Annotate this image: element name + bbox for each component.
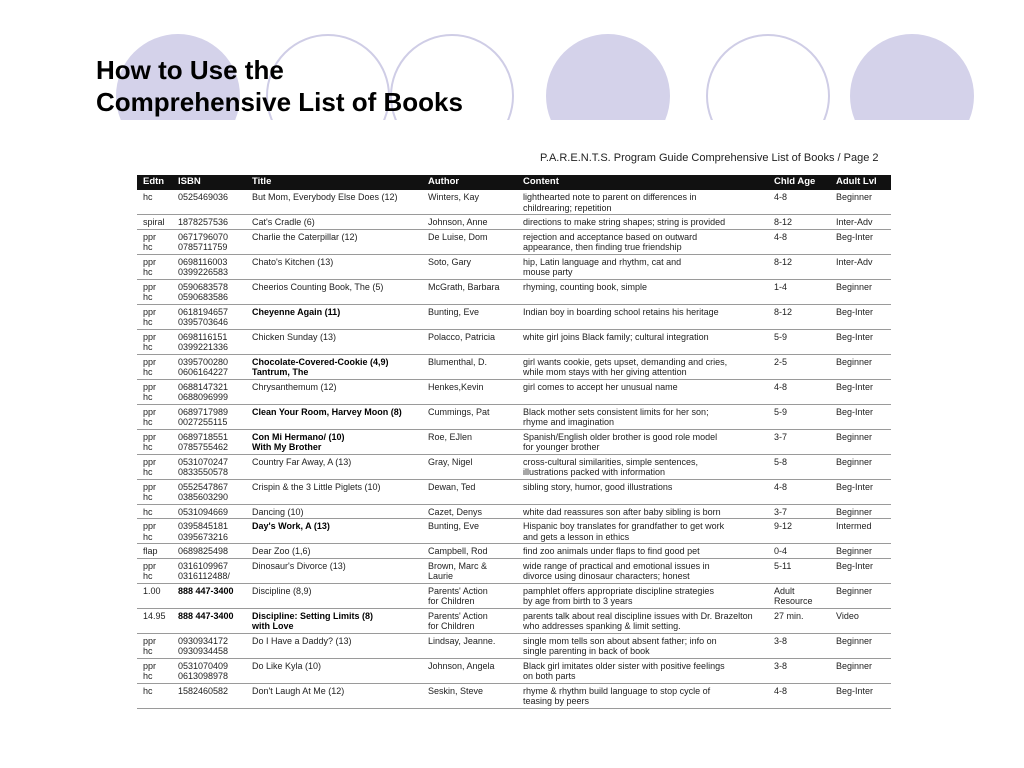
cell-author: Brown, Marc & Laurie	[422, 558, 517, 583]
cell-child-age: 1-4	[768, 279, 830, 304]
cell-author: Soto, Gary	[422, 254, 517, 279]
cell-content: single mom tells son about absent father; info on single parenting in back of book	[517, 633, 768, 658]
cell-title: Discipline: Setting Limits (8) with Love	[246, 608, 422, 633]
column-header-content: Content	[517, 175, 768, 190]
cell-edition: hc	[137, 504, 172, 519]
cell-author: Gray, Nigel	[422, 454, 517, 479]
cell-isbn: 0689717989 0027255115	[172, 404, 246, 429]
table-row	[137, 504, 891, 519]
column-header-adult-level: Adult Lvl	[830, 175, 891, 190]
cell-edition: ppr hc	[137, 633, 172, 658]
cell-edition: ppr hc	[137, 404, 172, 429]
cell-adult-level: Beginner	[830, 544, 891, 559]
table-row	[137, 519, 891, 544]
table-caption: P.A.R.E.N.T.S. Program Guide Comprehensive List of Books / Page 2	[540, 152, 879, 164]
cell-content: hip, Latin language and rhythm, cat and mouse party	[517, 254, 768, 279]
cell-adult-level: Beg-Inter	[830, 229, 891, 254]
cell-isbn: 1582460582	[172, 683, 246, 708]
column-header-title: Title	[246, 175, 422, 190]
cell-author: Campbell, Rod	[422, 544, 517, 559]
cell-edition: hc	[137, 190, 172, 215]
cell-adult-level: Inter-Adv	[830, 254, 891, 279]
cell-child-age: 3-8	[768, 658, 830, 683]
cell-child-age: 5-8	[768, 454, 830, 479]
cell-author: Lindsay, Jeanne.	[422, 633, 517, 658]
table-row	[137, 404, 891, 429]
cell-child-age: 5-9	[768, 329, 830, 354]
cell-child-age: 27 min.	[768, 608, 830, 633]
cell-title: Chato's Kitchen (13)	[246, 254, 422, 279]
table-row	[137, 304, 891, 329]
table-row	[137, 379, 891, 404]
cell-isbn: 0698116151 0399221336	[172, 329, 246, 354]
cell-adult-level: Beginner	[830, 429, 891, 454]
table-row	[137, 215, 891, 230]
cell-edition: ppr hc	[137, 354, 172, 379]
cell-author: McGrath, Barbara	[422, 279, 517, 304]
cell-isbn: 0689718551 0785755462	[172, 429, 246, 454]
cell-content: rejection and acceptance based on outward appearance, then finding true friendship	[517, 229, 768, 254]
cell-child-age: 4-8	[768, 229, 830, 254]
decorative-circle	[546, 34, 670, 120]
cell-child-age: 9-12	[768, 519, 830, 544]
cell-child-age: 3-7	[768, 429, 830, 454]
cell-author: Blumenthal, D.	[422, 354, 517, 379]
cell-child-age: 3-8	[768, 633, 830, 658]
cell-child-age: 5-11	[768, 558, 830, 583]
cell-isbn: 0525469036	[172, 190, 246, 215]
cell-edition: ppr hc	[137, 558, 172, 583]
cell-content: rhyming, counting book, simple	[517, 279, 768, 304]
cell-author: Bunting, Eve	[422, 519, 517, 544]
table-row	[137, 329, 891, 354]
cell-edition: ppr hc	[137, 429, 172, 454]
slide-title-line2: Comprehensive List of Books	[96, 87, 463, 117]
cell-child-age: Adult Resource	[768, 583, 830, 608]
cell-title: Day's Work, A (13)	[246, 519, 422, 544]
cell-isbn: 0688147321 0688096999	[172, 379, 246, 404]
cell-child-age: 2-5	[768, 354, 830, 379]
cell-author: Polacco, Patricia	[422, 329, 517, 354]
cell-isbn: 0531094669	[172, 504, 246, 519]
cell-edition: ppr hc	[137, 254, 172, 279]
cell-content: sibling story, humor, good illustrations	[517, 479, 768, 504]
cell-adult-level: Video	[830, 608, 891, 633]
cell-title: Chicken Sunday (13)	[246, 329, 422, 354]
cell-title: Clean Your Room, Harvey Moon (8)	[246, 404, 422, 429]
cell-edition: ppr hc	[137, 329, 172, 354]
cell-content: Indian boy in boarding school retains his heritage	[517, 304, 768, 329]
cell-adult-level: Beginner	[830, 633, 891, 658]
table-row	[137, 454, 891, 479]
table-row	[137, 429, 891, 454]
cell-content: Hispanic boy translates for grandfather to get work and gets a lesson in ethics	[517, 519, 768, 544]
cell-title: Discipline (8,9)	[246, 583, 422, 608]
cell-adult-level: Beginner	[830, 504, 891, 519]
table-row	[137, 683, 891, 708]
cell-content: cross-cultural similarities, simple sentences, illustrations packed with information	[517, 454, 768, 479]
cell-isbn: 1878257536	[172, 215, 246, 230]
cell-title: Don't Laugh At Me (12)	[246, 683, 422, 708]
cell-isbn: 0698116003 0399226583	[172, 254, 246, 279]
cell-author: Bunting, Eve	[422, 304, 517, 329]
table-row	[137, 558, 891, 583]
cell-edition: ppr hc	[137, 279, 172, 304]
cell-author: Cazet, Denys	[422, 504, 517, 519]
cell-adult-level: Intermed	[830, 519, 891, 544]
cell-author: Johnson, Angela	[422, 658, 517, 683]
cell-edition: 1.00	[137, 583, 172, 608]
cell-edition: ppr hc	[137, 479, 172, 504]
cell-child-age: 3-7	[768, 504, 830, 519]
cell-author: Seskin, Steve	[422, 683, 517, 708]
cell-isbn: 0395845181 0395673216	[172, 519, 246, 544]
cell-edition: hc	[137, 683, 172, 708]
table-row	[137, 544, 891, 559]
cell-content: Black mother sets consistent limits for her son; rhyme and imagination	[517, 404, 768, 429]
cell-adult-level: Beginner	[830, 354, 891, 379]
cell-adult-level: Beginner	[830, 454, 891, 479]
cell-child-age: 8-12	[768, 254, 830, 279]
cell-edition: ppr hc	[137, 519, 172, 544]
cell-child-age: 4-8	[768, 683, 830, 708]
books-table	[137, 175, 891, 709]
cell-child-age: 8-12	[768, 304, 830, 329]
cell-author: Dewan, Ted	[422, 479, 517, 504]
table-body	[137, 190, 891, 708]
cell-author: De Luise, Dom	[422, 229, 517, 254]
decorative-circle	[850, 34, 974, 120]
cell-isbn: 0930934172 0930934458	[172, 633, 246, 658]
cell-adult-level: Beginner	[830, 658, 891, 683]
cell-isbn: 0618194657 0395703646	[172, 304, 246, 329]
cell-edition: ppr hc	[137, 304, 172, 329]
cell-author: Cummings, Pat	[422, 404, 517, 429]
cell-content: parents talk about real discipline issues with Dr. Brazelton who addresses spanking & limit setting.	[517, 608, 768, 633]
table-row	[137, 354, 891, 379]
cell-adult-level: Beg-Inter	[830, 479, 891, 504]
cell-title: Country Far Away, A (13)	[246, 454, 422, 479]
cell-adult-level: Beg-Inter	[830, 558, 891, 583]
cell-title: Cheerios Counting Book, The (5)	[246, 279, 422, 304]
cell-adult-level: Inter-Adv	[830, 215, 891, 230]
cell-title: Cat's Cradle (6)	[246, 215, 422, 230]
table-row	[137, 254, 891, 279]
cell-isbn: 888 447-3400	[172, 608, 246, 633]
cell-isbn: 0552547867 0385603290	[172, 479, 246, 504]
cell-content: girl comes to accept her unusual name	[517, 379, 768, 404]
cell-isbn: 0590683578 0590683586	[172, 279, 246, 304]
table-row	[137, 229, 891, 254]
cell-child-age: 0-4	[768, 544, 830, 559]
cell-title: Con Mi Hermano/ (10) With My Brother	[246, 429, 422, 454]
cell-title: Dancing (10)	[246, 504, 422, 519]
cell-author: Winters, Kay	[422, 190, 517, 215]
cell-edition: ppr hc	[137, 379, 172, 404]
cell-child-age: 4-8	[768, 479, 830, 504]
cell-content: lighthearted note to parent on differences in childrearing; repetition	[517, 190, 768, 215]
table-row	[137, 479, 891, 504]
cell-author: Parents' Action for Children	[422, 608, 517, 633]
cell-title: Do Like Kyla (10)	[246, 658, 422, 683]
cell-isbn: 0395700280 0606164227	[172, 354, 246, 379]
column-header-isbn: ISBN	[172, 175, 246, 190]
cell-content: rhyme & rhythm build language to stop cycle of teasing by peers	[517, 683, 768, 708]
cell-author: Roe, EJlen	[422, 429, 517, 454]
cell-content: white dad reassures son after baby sibling is born	[517, 504, 768, 519]
cell-isbn: 0689825498	[172, 544, 246, 559]
cell-content: wide range of practical and emotional issues in divorce using dinosaur characters; honest	[517, 558, 768, 583]
cell-edition: ppr hc	[137, 454, 172, 479]
cell-author: Johnson, Anne	[422, 215, 517, 230]
cell-title: Chocolate-Covered-Cookie (4,9) Tantrum, The	[246, 354, 422, 379]
cell-author: Henkes,Kevin	[422, 379, 517, 404]
table-row	[137, 608, 891, 633]
column-header-edtn: Edtn	[137, 175, 172, 190]
cell-edition: 14.95	[137, 608, 172, 633]
cell-author: Parents' Action for Children	[422, 583, 517, 608]
decorative-ring	[706, 34, 830, 120]
cell-edition: flap	[137, 544, 172, 559]
cell-title: Crispin & the 3 Little Piglets (10)	[246, 479, 422, 504]
cell-content: Spanish/English older brother is good role model for younger brother	[517, 429, 768, 454]
cell-adult-level: Beginner	[830, 583, 891, 608]
cell-isbn: 0531070409 0613098978	[172, 658, 246, 683]
cell-content: pamphlet offers appropriate discipline strategies by age from birth to 3 years	[517, 583, 768, 608]
cell-content: directions to make string shapes; string is provided	[517, 215, 768, 230]
table-row	[137, 633, 891, 658]
cell-title: Cheyenne Again (11)	[246, 304, 422, 329]
table-row	[137, 658, 891, 683]
cell-child-age: 8-12	[768, 215, 830, 230]
cell-edition: spiral	[137, 215, 172, 230]
cell-content: girl wants cookie, gets upset, demanding and cries, while mom stays with her giving attention	[517, 354, 768, 379]
cell-adult-level: Beg-Inter	[830, 683, 891, 708]
cell-isbn: 0316109967 0316112488/	[172, 558, 246, 583]
cell-title: Dinosaur's Divorce (13)	[246, 558, 422, 583]
cell-title: Chrysanthemum (12)	[246, 379, 422, 404]
cell-content: Black girl imitates older sister with positive feelings on both parts	[517, 658, 768, 683]
table-header-row	[137, 175, 891, 190]
cell-title: Dear Zoo (1,6)	[246, 544, 422, 559]
cell-adult-level: Beg-Inter	[830, 404, 891, 429]
column-header-child-age: Chld Age	[768, 175, 830, 190]
cell-isbn: 0531070247 0833550578	[172, 454, 246, 479]
table-row	[137, 190, 891, 215]
cell-adult-level: Beg-Inter	[830, 304, 891, 329]
slide-title	[96, 54, 463, 118]
cell-title: But Mom, Everybody Else Does (12)	[246, 190, 422, 215]
table-row	[137, 279, 891, 304]
table-row	[137, 583, 891, 608]
cell-child-age: 4-8	[768, 379, 830, 404]
slide-title-line1: How to Use the	[96, 55, 284, 85]
cell-isbn: 0671796070 0785711759	[172, 229, 246, 254]
cell-title: Charlie the Caterpillar (12)	[246, 229, 422, 254]
cell-child-age: 4-8	[768, 190, 830, 215]
cell-adult-level: Beginner	[830, 190, 891, 215]
cell-adult-level: Beg-Inter	[830, 329, 891, 354]
cell-adult-level: Beg-Inter	[830, 379, 891, 404]
cell-child-age: 5-9	[768, 404, 830, 429]
cell-content: find zoo animals under flaps to find good pet	[517, 544, 768, 559]
column-header-author: Author	[422, 175, 517, 190]
cell-adult-level: Beginner	[830, 279, 891, 304]
cell-edition: ppr hc	[137, 658, 172, 683]
cell-content: white girl joins Black family; cultural integration	[517, 329, 768, 354]
cell-title: Do I Have a Daddy? (13)	[246, 633, 422, 658]
cell-edition: ppr hc	[137, 229, 172, 254]
cell-isbn: 888 447-3400	[172, 583, 246, 608]
